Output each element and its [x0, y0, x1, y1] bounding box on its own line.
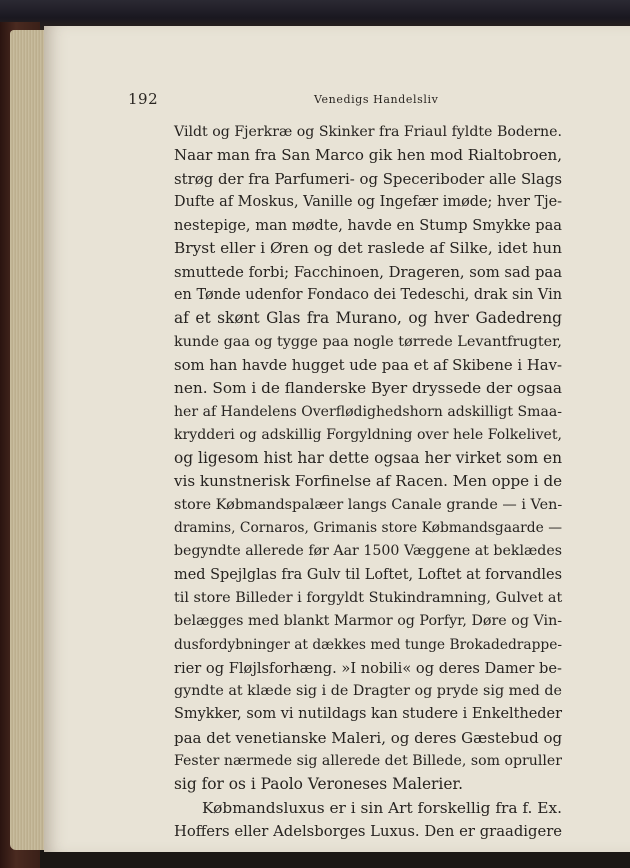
text-line: rier og Fløjlsforhæng. »I nobili« og deres Damer be- [174, 659, 562, 677]
text-line: gyndte at klæde sig i de Dragter og pryde sig med de [174, 683, 562, 700]
text-line: en Tønde udenfor Fondaco dei Tedeschi, drak sin Vin [174, 287, 562, 304]
body-text [174, 121, 562, 843]
text-line: nestepige, man mødte, havde en Stump Smykke paa [174, 217, 562, 235]
text-line: Købmandsluxus er i sin Art forskellig fra f. Ex. [202, 798, 562, 817]
text-line: belægges med blankt Marmor og Porfyr, Døre og Vin- [174, 613, 563, 630]
page-header [128, 90, 568, 112]
text-line: til store Billeder i forgyldt Stukindramning, Gulvet at [174, 589, 563, 606]
text-line: dramins, Cornaros, Grimanis store Købmandsgaarde — [174, 520, 562, 537]
text-line: kunde gaa og tygge paa nogle tørrede Levantfrugter, [174, 333, 562, 350]
text-line: dusfordybninger at dækkes med tunge Brokadedrappe- [174, 636, 562, 653]
text-line: af et skønt Glas fra Murano, og hver Gadedreng [174, 309, 562, 328]
text-line: og ligesom hist har dette ogsaa her virket som en [174, 449, 562, 468]
text-line: Bryst eller i Øren og det raslede af Silke, idet hun [174, 239, 562, 258]
text-line: Smykker, som vi nutildags kan studere i Enkeltheder [174, 706, 563, 723]
text-line: Dufte af Moskus, Vanille og Ingefær imøde; hver Tje- [174, 193, 562, 210]
text-line: Naar man fra San Marco gik hen mod Rialtobroen, [174, 146, 562, 165]
text-line: som han havde hugget ude paa et af Skibene i Hav- [174, 356, 562, 374]
text-line: nen. Som i de flanderske Byer dryssede der ogsaa [174, 379, 562, 398]
text-line: Hoffers eller Adelsborges Luxus. Den er graadigere [174, 822, 562, 840]
text-line: strøg der fra Parfumeri- og Speceriboder alle Slags [174, 169, 562, 188]
text-line: sig for os i Paolo Veroneses Malerier. [174, 775, 463, 794]
text-line: paa det venetianske Maleri, og deres Gæstebud og [174, 728, 563, 747]
text-line: Vildt og Fjerkræ og Skinker fra Friaul fyldte Boderne. [174, 124, 562, 140]
text-line: vis kunstnerisk Forfinelse af Racen. Men oppe i de [174, 472, 563, 491]
text-line: krydderi og adskillig Forgyldning over hele Folkelivet, [174, 426, 562, 443]
text-line: store Købmandspalæer langs Canale grande — i Ven- [174, 496, 563, 513]
text-line: smuttede forbi; Facchinoen, Drageren, som sad paa [174, 263, 563, 281]
page-number: 192 [128, 90, 159, 108]
text-line: her af Handelens Overflødighedshorn adskilligt Smaa- [174, 403, 562, 420]
text-line: Fester nærmede sig allerede det Billede, som opruller [174, 753, 562, 770]
running-title: Venedigs Handelsliv [314, 93, 439, 106]
text-line: begyndte allerede før Aar 1500 Væggene at beklædes [174, 543, 562, 560]
text-line: med Spejlglas fra Gulv til Loftet, Loftet at forvandles [174, 566, 562, 583]
